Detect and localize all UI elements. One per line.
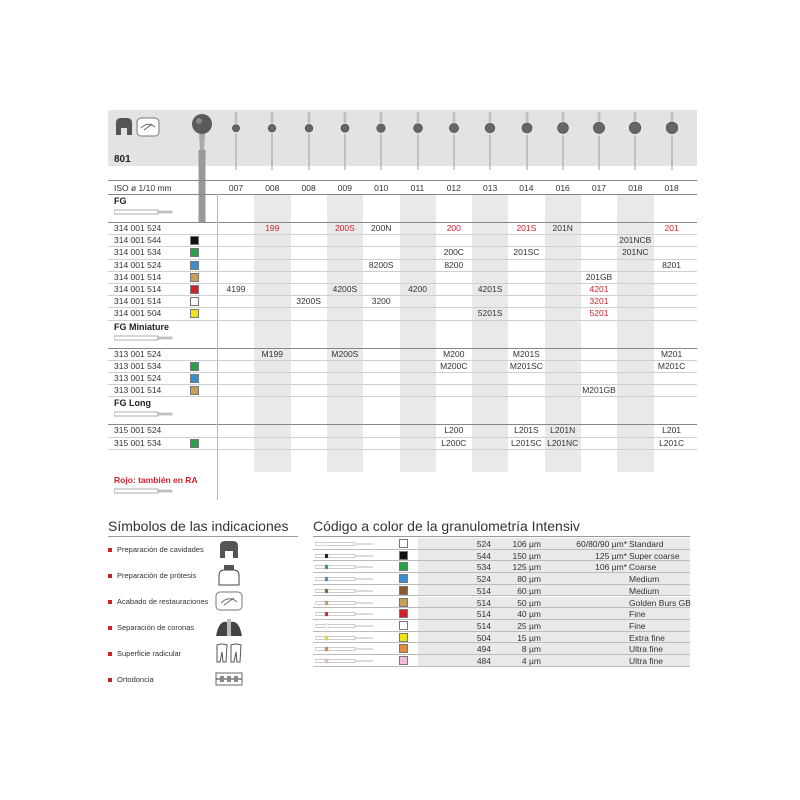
row-divider <box>108 360 697 361</box>
grit-code: 524 <box>476 574 491 585</box>
section-title: FG Miniature <box>114 321 170 332</box>
red-note: Rojo: también en RA <box>114 475 198 485</box>
bur-shank-icon <box>315 623 375 629</box>
column-shade <box>254 194 290 472</box>
product-code: M201 <box>660 348 683 359</box>
grit-code: 544 <box>476 550 491 561</box>
ref-number: 314 001 514 <box>114 296 162 307</box>
row-divider <box>108 246 697 247</box>
grit-color-swatch <box>399 633 408 642</box>
row-divider <box>108 449 697 450</box>
iso-size: 007 <box>228 183 244 193</box>
grit-color-swatch <box>190 273 199 282</box>
grit-code: 494 <box>476 644 491 655</box>
orthodontics-icon <box>214 668 244 690</box>
bur-silhouette <box>410 112 426 170</box>
product-code: 8201 <box>662 259 682 270</box>
grit-color-swatch <box>190 439 199 448</box>
grit-name: Super coarse <box>629 550 680 561</box>
grit-color-swatch <box>190 362 199 371</box>
section-title: FG <box>114 196 127 206</box>
product-code: 4200S <box>332 284 358 294</box>
grit-size: 80 µm <box>517 574 541 585</box>
product-code: L201 <box>662 425 682 436</box>
bur-shank-icon <box>315 600 375 606</box>
indication-label: Acabado de restauraciones <box>117 597 209 606</box>
bur-silhouette <box>591 112 607 170</box>
crown-prep-icon <box>214 564 244 586</box>
grit-color-swatch <box>399 598 408 607</box>
indication-label: Ortodoncia <box>117 675 154 684</box>
product-code: M200 <box>443 348 465 359</box>
grit-color-swatch <box>190 248 199 257</box>
bur-shank-icon <box>315 553 375 559</box>
grit-color-swatch <box>399 644 408 653</box>
grit-name: Standard <box>629 539 664 549</box>
product-code: M201GB <box>582 385 616 396</box>
grit-name: Medium <box>629 585 660 596</box>
indication-label: Preparación de prótesis <box>117 571 197 580</box>
finishing-icon <box>136 115 160 139</box>
model-number: 801 <box>114 154 131 165</box>
ref-number: 314 001 524 <box>114 223 162 233</box>
grit-title: Código a color de la granulometría Intensiv <box>313 518 580 534</box>
row-divider <box>108 320 697 321</box>
bullet-icon <box>108 678 112 682</box>
grit-name: Fine <box>629 620 646 631</box>
bullet-icon <box>108 574 112 578</box>
iso-size: 013 <box>483 183 498 193</box>
iso-size: 014 <box>519 183 534 193</box>
product-code: M200C <box>440 360 468 371</box>
iso-size: 010 <box>374 183 389 193</box>
divider <box>108 180 697 181</box>
row-divider <box>313 666 690 667</box>
grit-color-swatch <box>190 236 199 245</box>
iso-size-label: ISO ø 1/10 mm <box>114 183 172 193</box>
grit-color-swatch <box>190 374 199 383</box>
bur-shank-icon <box>315 564 375 570</box>
grit-color-swatch <box>399 539 408 548</box>
indication-item <box>108 571 196 580</box>
grit-code: 524 <box>476 539 491 549</box>
grit-size: 25 µm <box>517 620 541 631</box>
ref-number: 314 001 544 <box>114 235 162 246</box>
bur-silhouette <box>664 112 680 170</box>
grit-standard-size: 125 µm* <box>595 550 627 561</box>
product-code: 8200S <box>368 259 394 270</box>
iso-size: 011 <box>410 183 425 193</box>
product-code: L201SC <box>511 437 542 448</box>
grit-color-swatch <box>399 656 408 665</box>
symbols-title: Símbolos de las indicaciones <box>108 518 289 534</box>
product-code: L201S <box>514 425 539 436</box>
bullet-icon <box>108 600 112 604</box>
product-code: 4201S <box>477 284 503 294</box>
bur-shank-icon <box>315 635 375 641</box>
indication-label: Preparación de cavidades <box>117 545 204 554</box>
grit-size: 150 µm <box>512 550 541 561</box>
grit-row <box>313 573 690 585</box>
ref-number: 314 001 514 <box>114 271 162 282</box>
product-code: 200 <box>446 223 461 233</box>
product-code: L201N <box>550 425 576 436</box>
product-code: L200C <box>441 437 467 448</box>
grit-size: 4 µm <box>521 656 541 666</box>
column-shade <box>327 194 363 472</box>
iso-size: 009 <box>337 183 352 193</box>
row-divider <box>108 396 697 397</box>
grit-name: Medium <box>629 574 660 585</box>
bur-silhouette <box>337 112 353 170</box>
product-code: 200N <box>371 223 392 233</box>
iso-size: 018 <box>628 183 643 193</box>
product-code: 199 <box>265 223 280 233</box>
indication-item <box>108 649 181 658</box>
product-code: 201GB <box>585 271 613 282</box>
grit-size: 125 µm <box>512 562 541 573</box>
grit-row <box>313 608 690 620</box>
product-code: M201S <box>512 348 540 359</box>
grit-row <box>313 561 690 573</box>
grit-standard-size: 60/80/90 µm* <box>576 539 627 549</box>
grit-color-swatch <box>399 562 408 571</box>
shank-icon <box>114 410 174 418</box>
bur-silhouette <box>228 112 244 170</box>
shank-icon <box>114 334 174 342</box>
cavity-prep-icon <box>214 538 244 560</box>
grit-code: 514 <box>476 585 491 596</box>
product-code: L200 <box>444 425 464 436</box>
cavity-prep-icon <box>112 115 136 139</box>
product-code: 201N <box>552 223 573 233</box>
product-code: M199 <box>261 348 283 359</box>
indication-label: Separación de coronas <box>117 623 195 632</box>
product-code: 5201S <box>477 308 503 319</box>
row-divider <box>108 259 697 260</box>
finishing-icon <box>214 590 244 612</box>
row-divider <box>108 437 697 438</box>
bur-shank-icon <box>315 646 375 652</box>
iso-size: 016 <box>555 183 570 193</box>
grit-color-swatch <box>399 574 408 583</box>
divider <box>108 194 697 195</box>
product-code: M201C <box>657 360 686 371</box>
product-code: L201C <box>659 437 685 448</box>
indication-item <box>108 597 208 606</box>
bur-catalog-table <box>108 110 697 500</box>
indication-label: Superficie radicular <box>117 649 182 658</box>
product-code: 3201 <box>589 296 609 307</box>
ref-number: 315 001 534 <box>114 437 162 448</box>
bullet-icon <box>108 548 112 552</box>
indication-item <box>108 675 154 684</box>
column-shade <box>400 194 436 472</box>
shank-icon <box>114 208 174 216</box>
grit-code: 484 <box>476 656 491 666</box>
grit-code: 514 <box>476 597 491 608</box>
grit-color-swatch <box>190 285 199 294</box>
ref-number: 315 001 524 <box>114 425 162 436</box>
product-code: L201NC <box>547 437 579 448</box>
product-code: 4200 <box>408 284 427 294</box>
grit-name: Extra fine <box>629 632 665 643</box>
grit-standard-size: 106 µm* <box>595 562 627 573</box>
grit-size: 50 µm <box>517 597 541 608</box>
bur-large-illustration <box>190 110 214 222</box>
ref-number: 314 001 524 <box>114 259 162 270</box>
bur-silhouette <box>373 112 389 170</box>
crown-separation-icon <box>214 616 244 638</box>
row-divider <box>108 372 697 373</box>
row-divider <box>108 234 697 235</box>
grit-row <box>313 643 690 655</box>
iso-size: 008 <box>301 183 316 193</box>
grit-row <box>313 655 690 667</box>
bur-shank-icon <box>315 541 375 547</box>
product-code: 4199 <box>226 284 246 294</box>
bur-silhouette <box>482 112 498 170</box>
section-title: FG Long <box>114 398 151 409</box>
indication-item <box>108 545 204 554</box>
bur-shank-icon <box>315 588 375 594</box>
bur-silhouette <box>446 112 462 170</box>
divider <box>108 424 697 425</box>
grit-color-swatch <box>399 621 408 630</box>
bullet-icon <box>108 652 112 656</box>
grit-row <box>313 620 690 632</box>
ref-column-divider <box>217 194 218 500</box>
bur-silhouette <box>519 112 535 170</box>
grit-row <box>313 597 690 609</box>
ref-number: 313 001 524 <box>114 373 162 383</box>
grit-row <box>313 550 690 562</box>
grit-size: 15 µm <box>517 632 541 643</box>
grit-color-swatch <box>399 551 408 560</box>
grit-name: Coarse <box>629 562 657 573</box>
root-surface-icon <box>214 642 244 664</box>
divider <box>108 348 697 349</box>
product-code: 201NC <box>622 247 649 258</box>
grit-row <box>313 538 690 550</box>
grit-code: 504 <box>476 632 491 643</box>
bur-silhouette <box>301 112 317 170</box>
product-code: M201SC <box>509 360 543 371</box>
iso-size: 018 <box>664 183 679 193</box>
grit-code: 514 <box>476 609 491 620</box>
bur-silhouette <box>627 112 643 170</box>
product-code: 200C <box>443 247 464 258</box>
grit-size: 40 µm <box>517 609 541 620</box>
iso-size: 012 <box>446 183 461 193</box>
product-code: 201S <box>516 223 537 233</box>
product-code: 200S <box>334 223 355 233</box>
ref-number: 314 001 514 <box>114 284 162 294</box>
indication-item <box>108 623 194 632</box>
grit-row <box>313 632 690 644</box>
grit-color-swatch <box>399 609 408 618</box>
product-code: M200S <box>331 348 359 359</box>
grit-name: Golden Burs GB <box>629 597 691 608</box>
grit-color-swatch <box>399 586 408 595</box>
ref-number: 313 001 534 <box>114 360 162 371</box>
grit-name: Fine <box>629 609 646 620</box>
ref-number: 314 001 534 <box>114 247 162 258</box>
bur-silhouette <box>555 112 571 170</box>
grit-code: 514 <box>476 620 491 631</box>
grit-code: 534 <box>476 562 491 573</box>
grit-color-swatch <box>190 261 199 270</box>
product-code: 201 <box>664 223 679 233</box>
grit-size: 8 µm <box>521 644 541 655</box>
bur-shank-icon <box>315 576 375 582</box>
ref-number: 313 001 524 <box>114 348 162 359</box>
ref-number: 313 001 514 <box>114 385 162 396</box>
ref-number: 314 001 504 <box>114 308 162 319</box>
grit-color-swatch <box>190 309 199 318</box>
iso-size: 017 <box>591 183 607 193</box>
grit-color-swatch <box>190 297 199 306</box>
product-code: 3200 <box>371 296 391 307</box>
grit-name: Ultra fine <box>629 644 664 655</box>
iso-size: 008 <box>265 183 280 193</box>
bur-shank-icon <box>315 611 375 617</box>
divider <box>108 536 298 537</box>
product-code: 8200 <box>444 259 464 270</box>
divider <box>313 536 690 537</box>
product-code: 201NCB <box>619 235 652 246</box>
grit-size: 106 µm <box>512 539 541 549</box>
column-shade <box>472 194 508 472</box>
bur-silhouette <box>264 112 280 170</box>
shank-icon <box>114 487 174 495</box>
grit-name: Ultra fine <box>629 656 664 666</box>
product-code: 3200S <box>296 296 321 307</box>
product-code: 201SC <box>513 247 540 258</box>
bur-shank-icon <box>315 658 375 664</box>
divider <box>108 222 697 223</box>
grit-row <box>313 585 690 597</box>
product-code: 5201 <box>589 308 609 319</box>
bullet-icon <box>108 626 112 630</box>
grit-size: 60 µm <box>517 585 541 596</box>
grit-color-swatch <box>190 386 199 395</box>
product-code: 4201 <box>589 284 609 294</box>
